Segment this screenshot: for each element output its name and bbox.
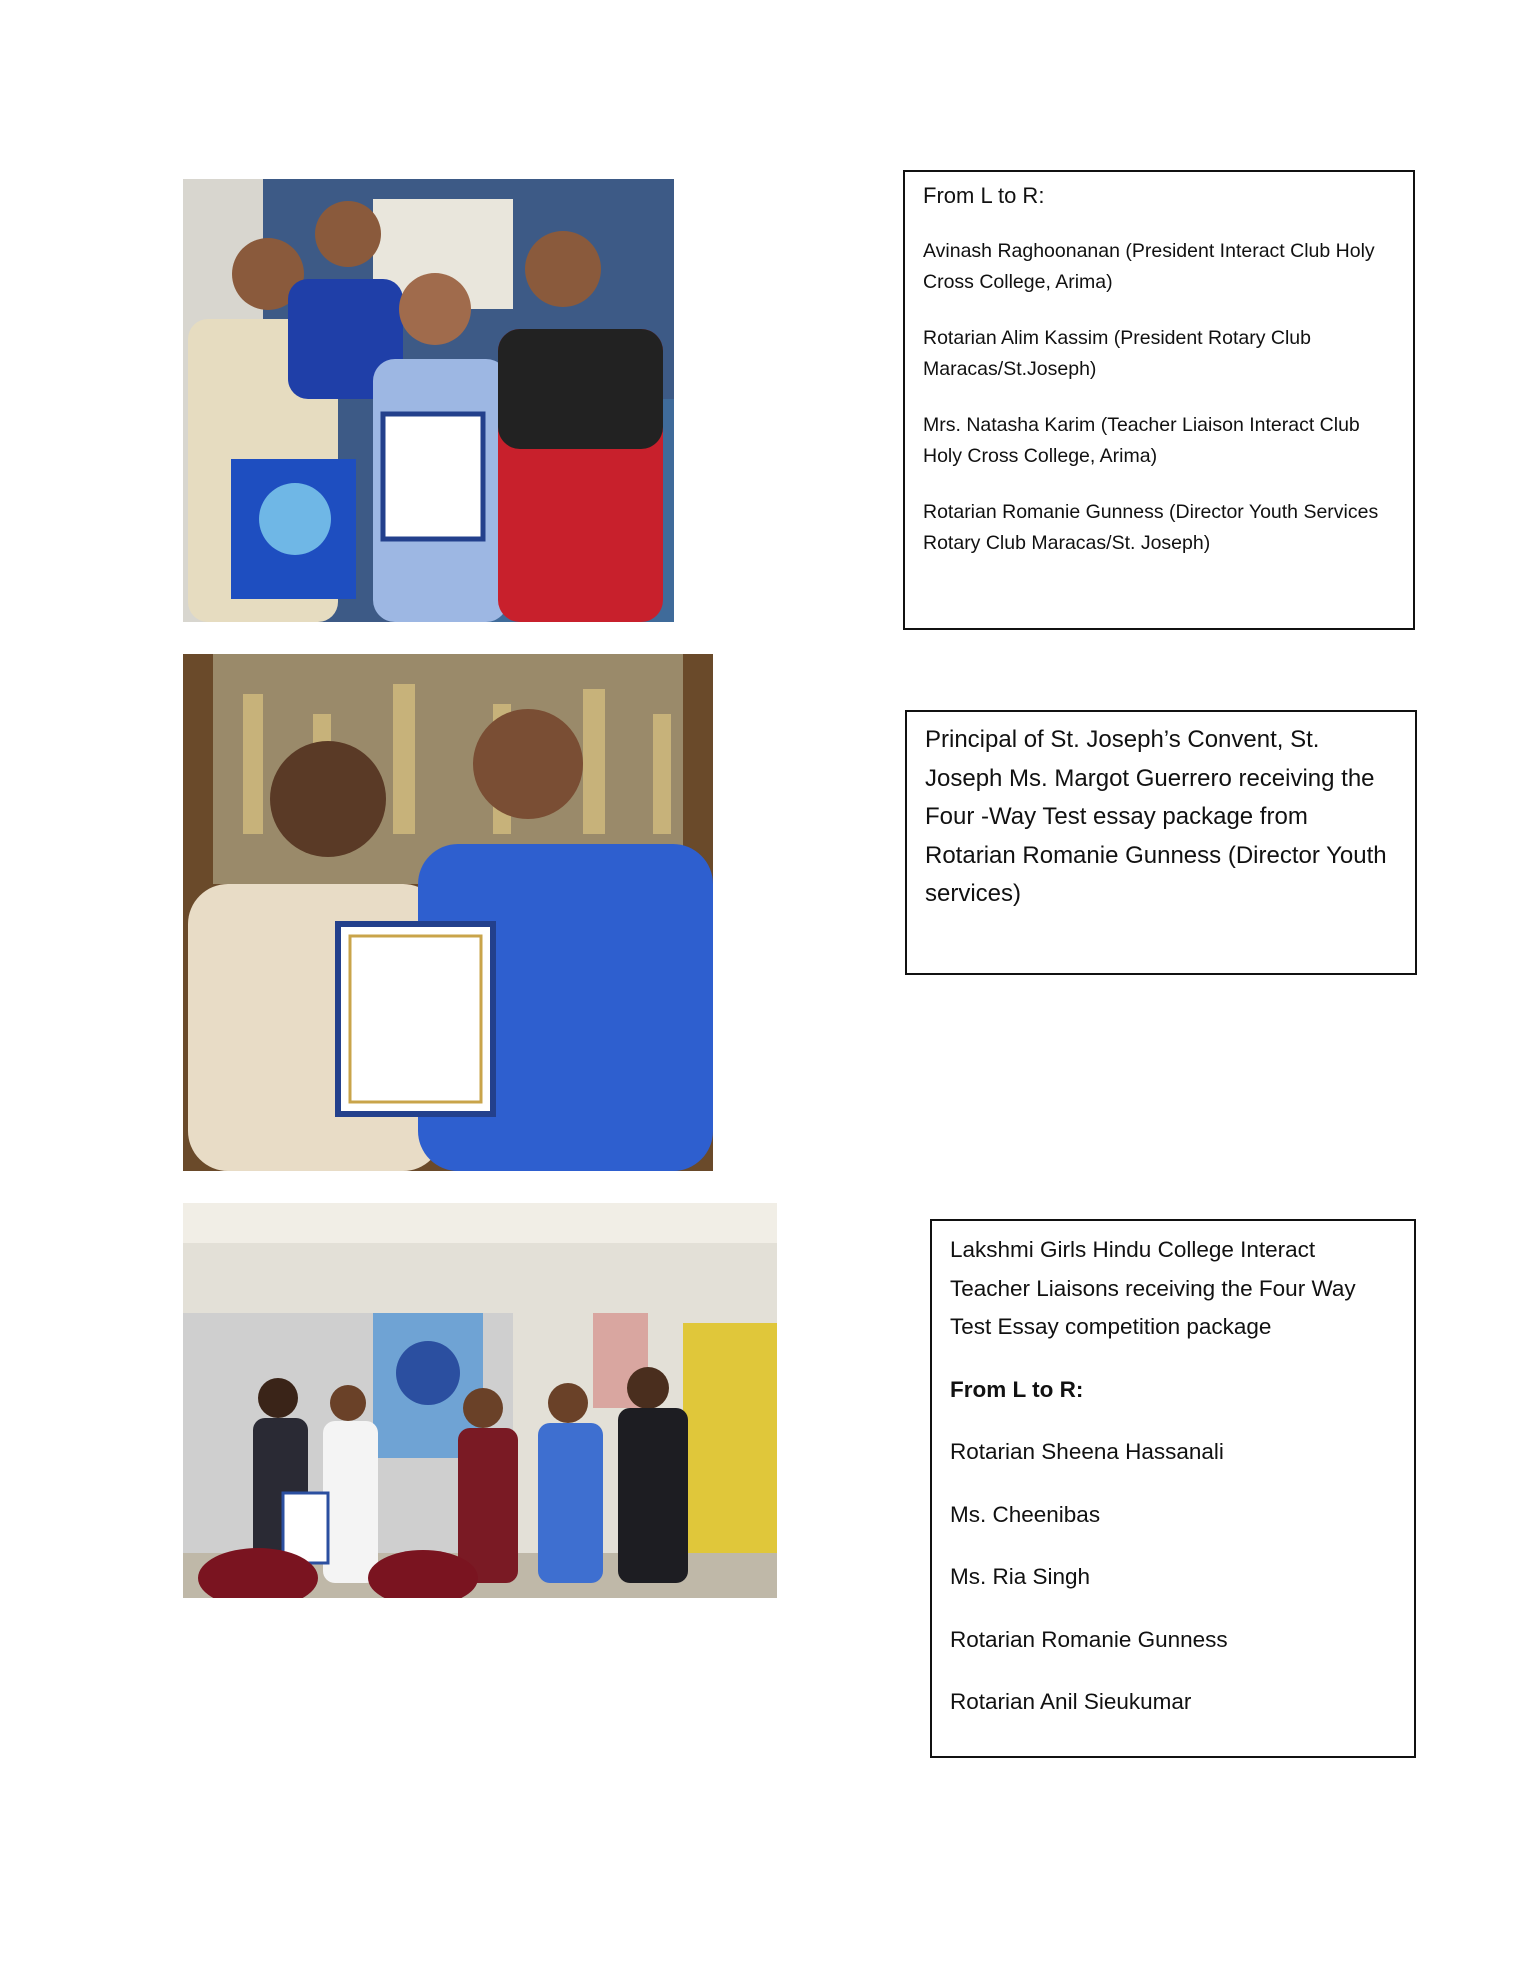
caption-name: Ms. Cheenibas bbox=[950, 1501, 1101, 1527]
caption-box-holy-cross bbox=[903, 170, 1415, 630]
caption-name: Rotarian Romanie Gunness bbox=[950, 1626, 1228, 1652]
caption-text: Principal of St. Joseph’s Convent, St. Joseph Ms. Margot Guerrero receiving the Four -Way Test essay package from Rotarian Romanie Gunness (Director Youth services) bbox=[925, 726, 1387, 907]
caption-line: Mrs. Natasha Karim (Teacher Liaison Interact Club Holy Cross College, Arima) bbox=[923, 413, 1360, 467]
caption-box-lakshmi bbox=[930, 1219, 1416, 1758]
caption-heading: From L to R: bbox=[923, 183, 1045, 208]
caption-heading: From L to R: bbox=[950, 1376, 1084, 1402]
photo-st-josephs-convent bbox=[183, 654, 713, 1171]
group-photo-icon bbox=[183, 179, 674, 622]
caption-name: Ms. Ria Singh bbox=[950, 1564, 1091, 1589]
caption-line: Avinash Raghoonanan (President Interact Club Holy Cross College, Arima) bbox=[923, 239, 1375, 293]
caption-line: Rotarian Romanie Gunness (Director Youth Services Rotary Club Maracas/St. Joseph) bbox=[923, 500, 1379, 554]
photo-lakshmi-girls-hindu-college bbox=[183, 1203, 777, 1598]
caption-box-st-josephs bbox=[905, 710, 1417, 975]
group-photo-icon bbox=[183, 654, 713, 1171]
photo-holy-cross-college bbox=[183, 179, 674, 622]
group-photo-icon bbox=[183, 1203, 777, 1598]
caption-name: Rotarian Anil Sieukumar bbox=[950, 1689, 1192, 1714]
caption-line: Rotarian Alim Kassim (President Rotary Club Maracas/St.Joseph) bbox=[923, 326, 1311, 380]
caption-name: Rotarian Sheena Hassanali bbox=[950, 1439, 1224, 1464]
caption-intro: Lakshmi Girls Hindu College Interact Teacher Liaisons receiving the Four Way Test Essay competition package bbox=[950, 1237, 1356, 1339]
